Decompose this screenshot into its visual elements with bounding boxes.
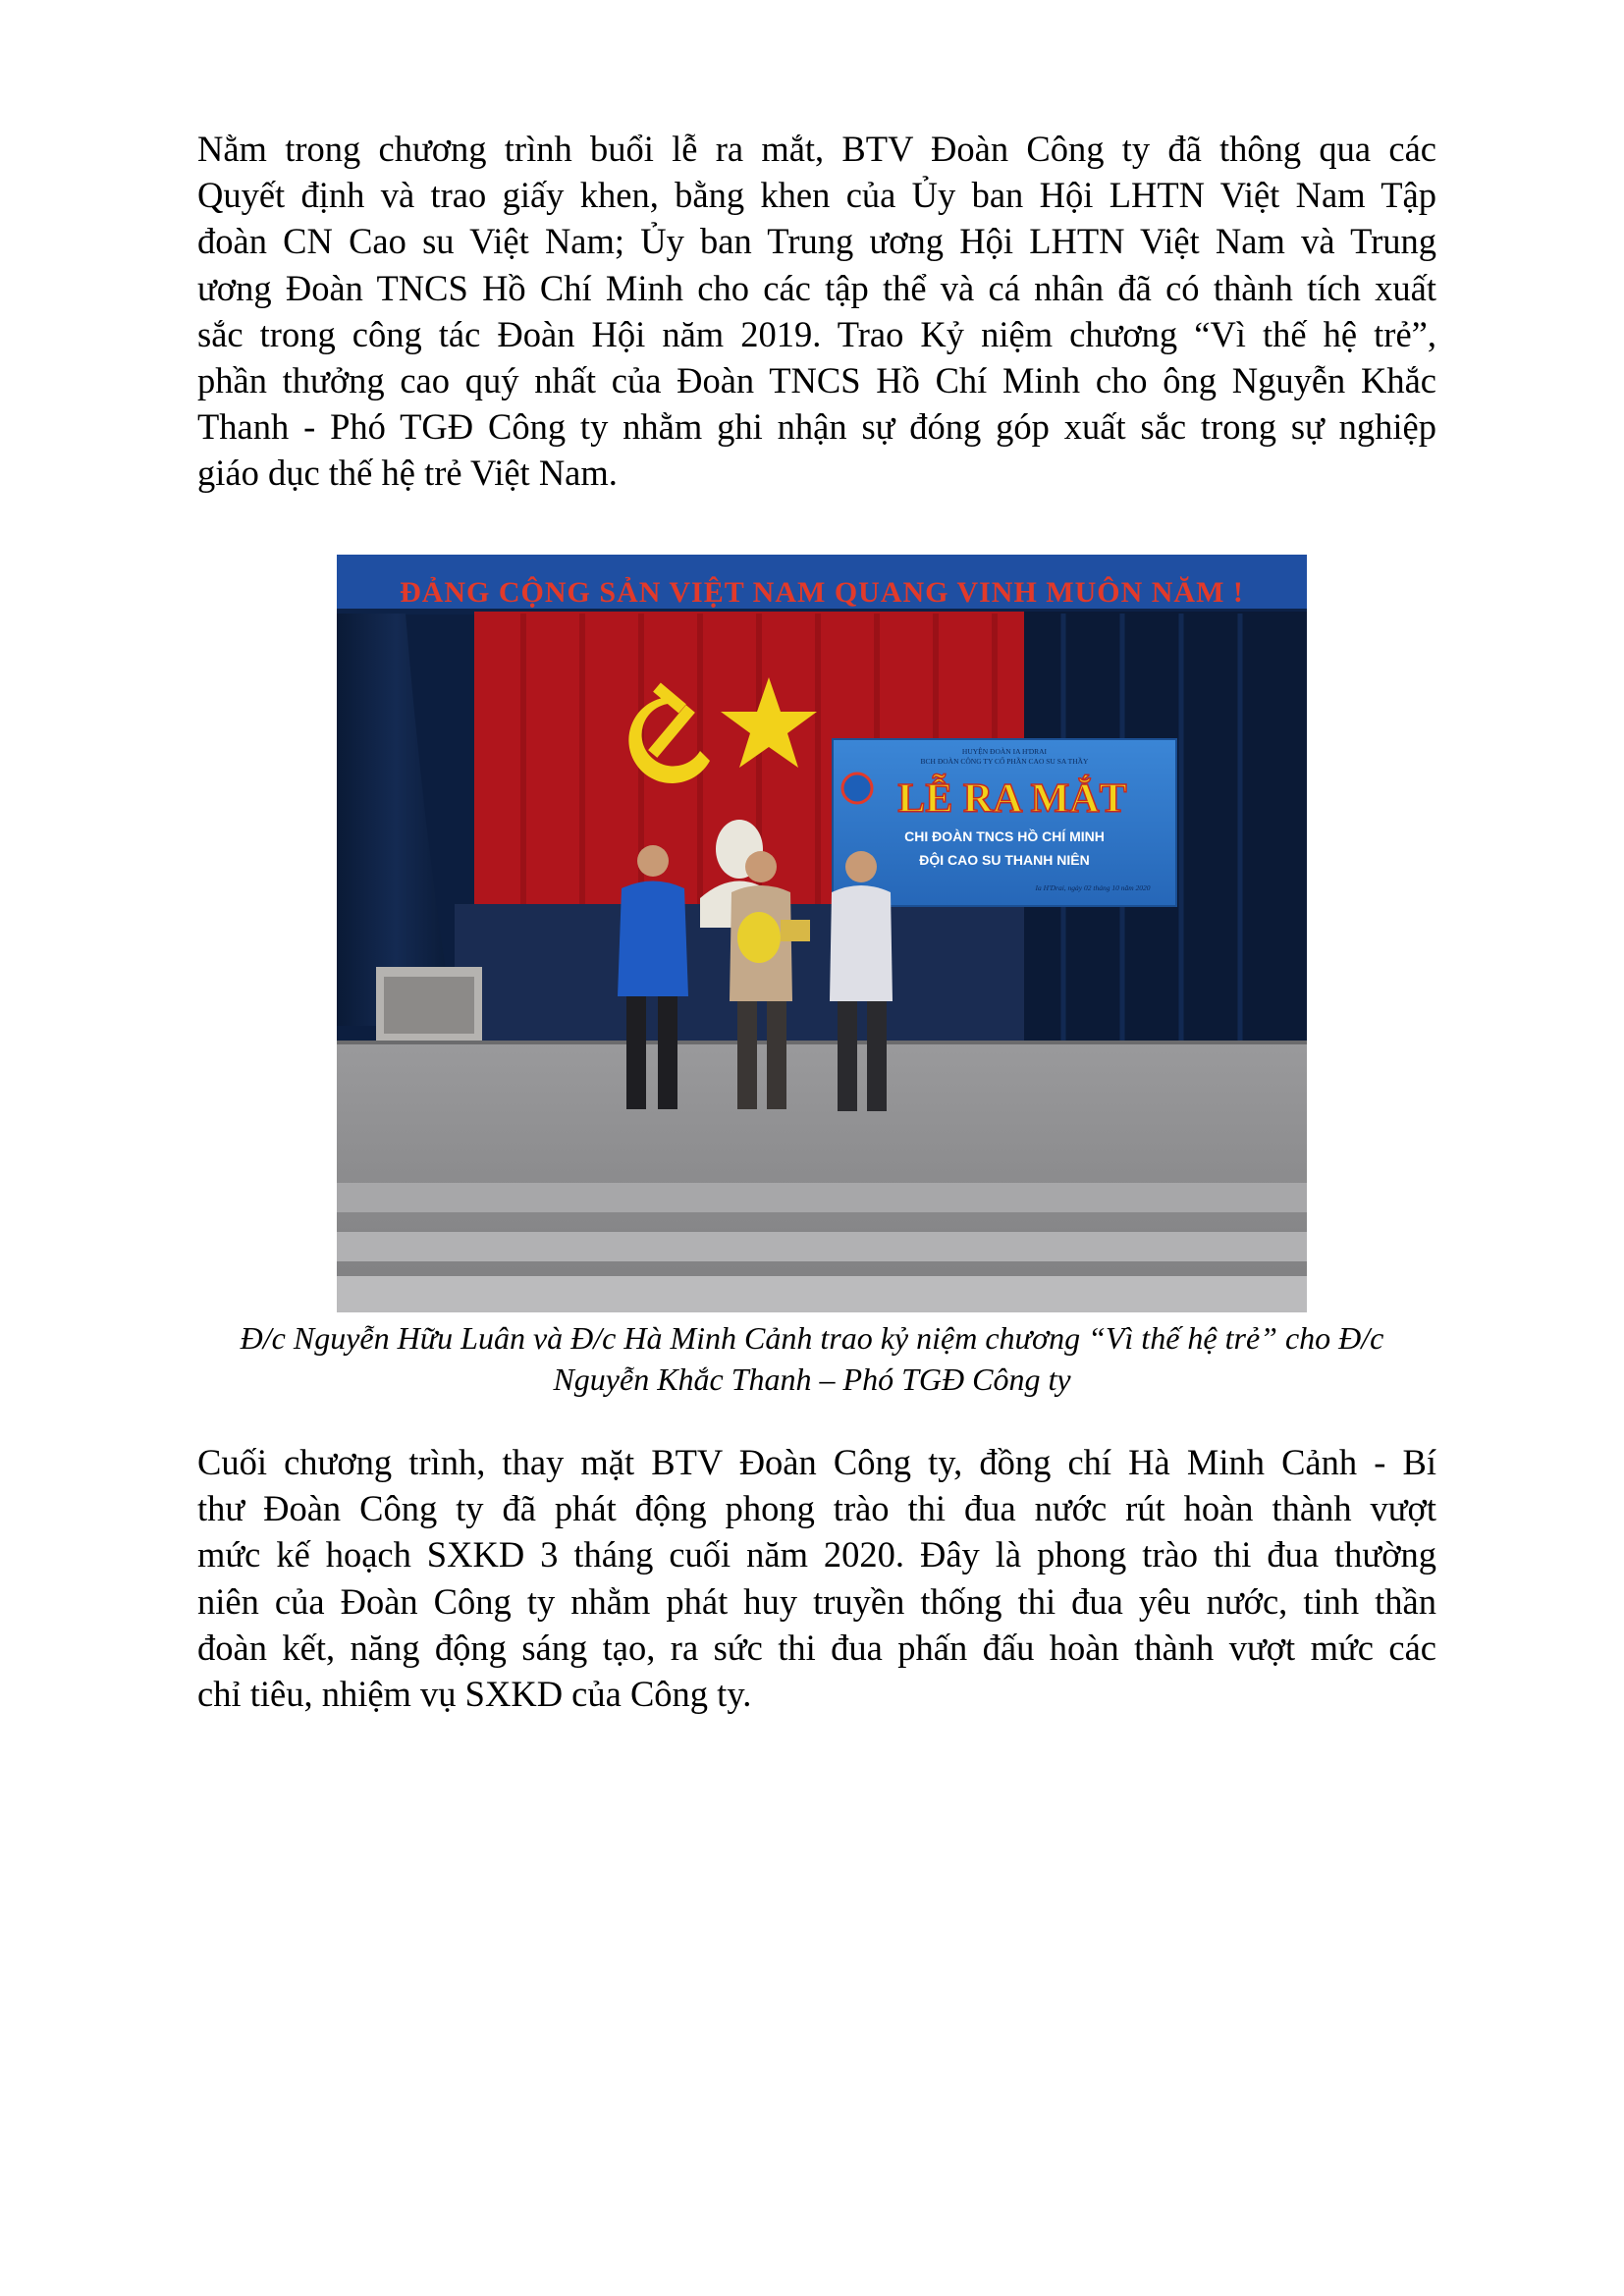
banner-title: LỄ RA MẮT <box>897 776 1127 822</box>
text-line: ương Đoàn TNCS Hồ Chí Minh cho các tập thể và cá nhân đã có thành tích xuất <box>197 267 1436 308</box>
text-line: sắc trong công tác Đoàn Hội năm 2019. Trao Kỷ niệm chương “Vì thế hệ trẻ”, <box>197 313 1436 354</box>
text-line: Quyết định và trao giấy khen, bằng khen của Ủy ban Hội LHTN Việt Nam Tập <box>197 175 1436 216</box>
paragraph-emulation-campaign <box>197 1439 1436 1717</box>
text-line: Thanh - Phó TGĐ Công ty nhằm ghi nhận sự đóng góp xuất sắc trong sự nghiệp <box>197 406 1436 448</box>
photo-caption <box>147 1317 1477 1400</box>
banner-org-line2: BCH ĐOÀN CÔNG TY CỔ PHẦN CAO SU SA THẦY <box>920 757 1089 766</box>
text-line: phần thưởng cao quý nhất của Đoàn TNCS Hồ Chí Minh cho ông Nguyễn Khắc <box>197 360 1436 401</box>
text-line: Cuối chương trình, thay mặt BTV Đoàn Công ty, đồng chí Hà Minh Cảnh - Bí <box>197 1442 1436 1482</box>
ceremony-photo <box>337 555 1307 1312</box>
text-line: mức kế hoạch SXKD 3 tháng cuối năm 2020. Đây là phong trào thi đua thường <box>197 1534 1436 1575</box>
caption-line: Nguyễn Khắc Thanh – Phó TGĐ Công ty <box>553 1362 1071 1397</box>
text-line: thư Đoàn Công ty đã phát động phong trào thi đua nước rút hoàn thành vượt <box>197 1488 1436 1529</box>
banner-subtitle-1: CHI ĐOÀN TNCS HỒ CHÍ MINH <box>904 828 1105 844</box>
youth-union-emblem-icon <box>842 774 872 803</box>
caption-line: Đ/c Nguyễn Hữu Luân và Đ/c Hà Minh Cảnh trao kỷ niệm chương “Vì thế hệ trẻ” cho Đ/c <box>240 1320 1384 1356</box>
banner-date: Ia H'Drai, ngày 02 tháng 10 năm 2020 <box>1035 883 1151 892</box>
text-line: đoàn CN Cao su Việt Nam; Ủy ban Trung ương Hội LHTN Việt Nam và Trung <box>197 221 1436 262</box>
banner-subtitle-2: ĐỘI CAO SU THANH NIÊN <box>919 852 1090 868</box>
ceremony-banner <box>833 739 1176 906</box>
text-line: Nằm trong chương trình buổi lễ ra mắt, BTV Đoàn Công ty đã thông qua các <box>197 129 1436 169</box>
text-line: giáo dục thế hệ trẻ Việt Nam. <box>197 453 618 494</box>
text-line: đoàn kết, năng động sáng tạo, ra sức thi đua phấn đấu hoàn thành vượt mức các <box>197 1627 1436 1668</box>
text-line: chỉ tiêu, nhiệm vụ SXKD của Công ty. <box>197 1674 752 1715</box>
banner-org-line1: HUYỆN ĐOÀN IA H'DRAI <box>961 747 1048 756</box>
paragraph-award-ceremony <box>197 126 1436 497</box>
slogan-text: ĐẢNG CỘNG SẢN VIỆT NAM QUANG VINH MUÔN NĂM ! <box>400 576 1244 609</box>
text-line: niên của Đoàn Công ty nhằm phát huy truyền thống thi đua yêu nước, tinh thần <box>197 1580 1436 1622</box>
